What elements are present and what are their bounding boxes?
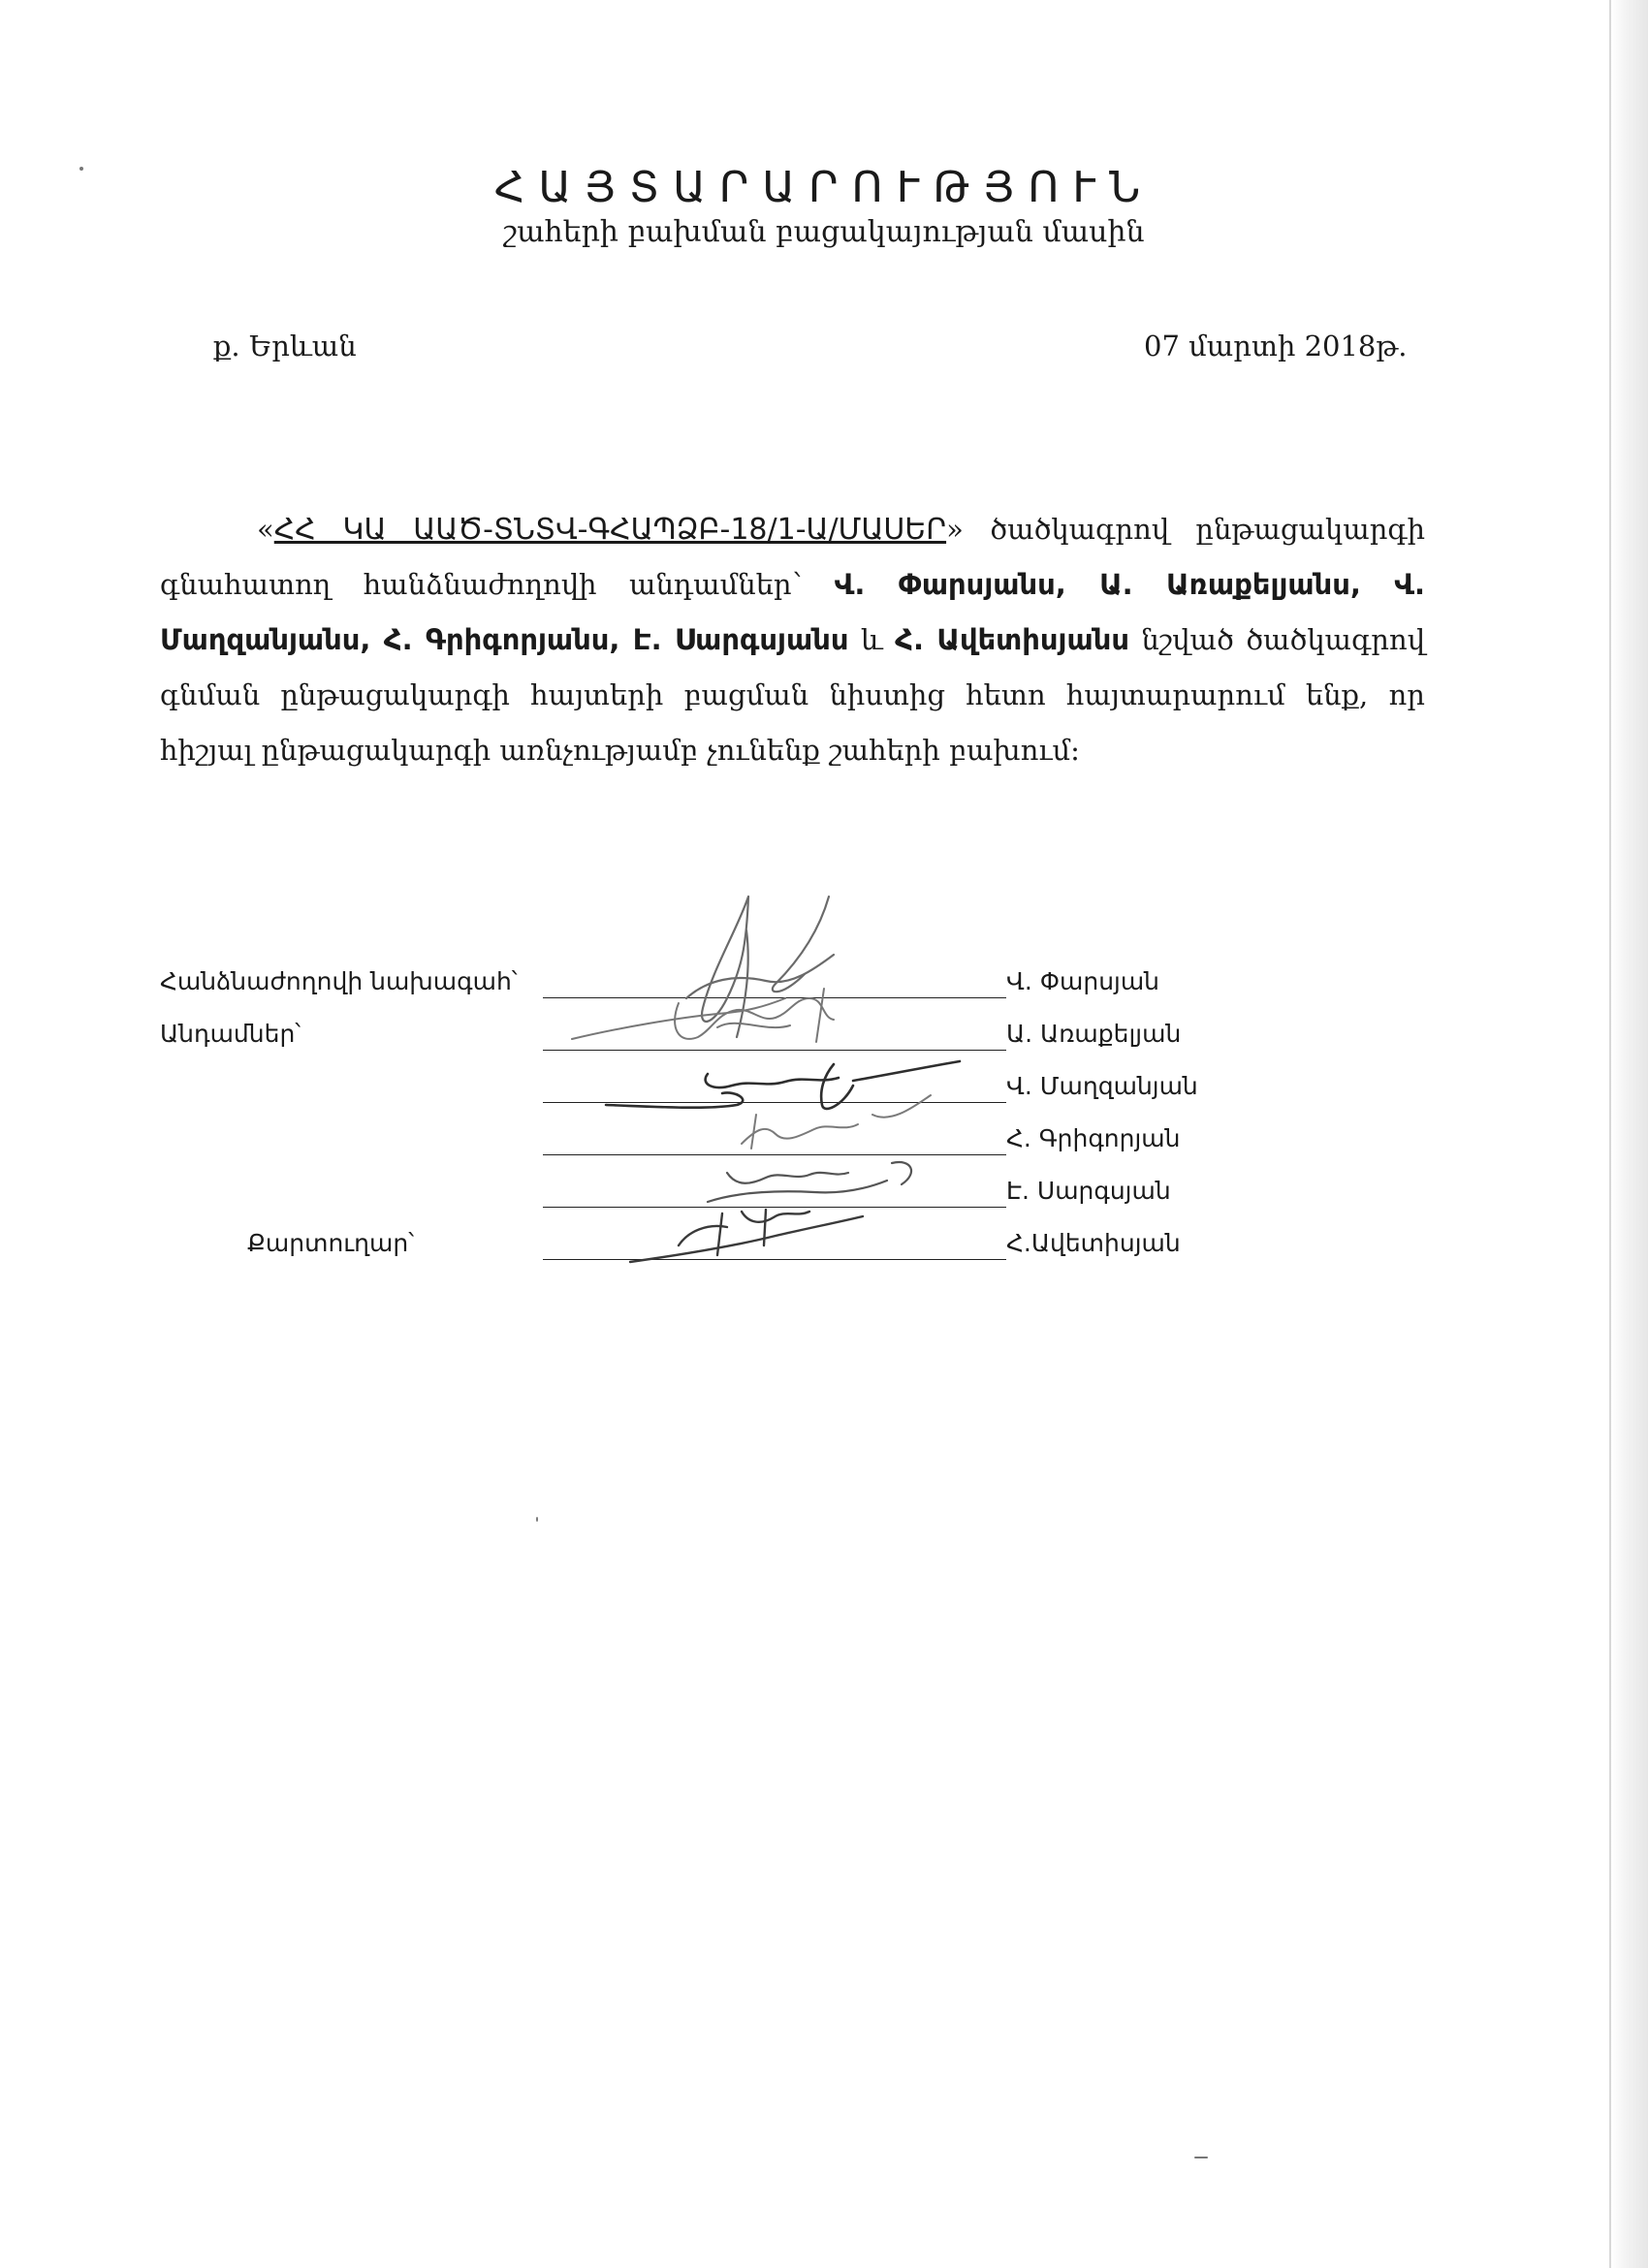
quote-open: « — [257, 513, 274, 546]
committee-member-last: Հ. Ավետիսյանս — [895, 623, 1129, 656]
signature-line — [543, 1102, 1006, 1103]
procedure-code: ՀՀ ԿԱ ԱԱԾ-ՏՆՏՎ-ԳՀԱՊՁԲ-18/1-Ա/ՄԱՍԵՐ — [273, 513, 947, 547]
signature-line — [543, 1207, 1006, 1208]
signatory-name: Վ. Փարսյան — [1006, 967, 1160, 995]
signature-line — [543, 997, 1006, 998]
signature-row — [0, 1124, 1648, 1163]
quote-close: » — [946, 513, 964, 546]
signature-row — [0, 1072, 1648, 1111]
signatory-name: Հ.Ավետիսյան — [1006, 1229, 1181, 1257]
signatory-name: Հ. Գրիգորյան — [1006, 1124, 1181, 1152]
document-title: ՀԱՅՏԱՐԱՐՈՒԹՅՈՒՆ — [493, 163, 1155, 212]
body-text-part-3: նշված ծածկագրով գնման ընթացակարգի հայտերի բացման նիստից հետո հայտարարում ենք, որ հիշյալ ընթացակարգի առնչությամբ չունենք շահերի բախում: — [160, 623, 1425, 767]
signature-role-label: Անդամներ՝ — [160, 1020, 301, 1048]
declaration-body — [160, 502, 1425, 778]
signatory-name: Ա. Առաքելյան — [1006, 1020, 1182, 1048]
signature-line — [543, 1050, 1006, 1051]
signature-line — [543, 1154, 1006, 1155]
signature-row — [0, 1229, 1648, 1268]
signature-row — [0, 1020, 1648, 1058]
signature-line — [543, 1259, 1006, 1260]
signatory-name: Վ. Մաղզանյան — [1006, 1072, 1198, 1100]
scan-speck — [536, 1517, 538, 1522]
document-city: ք. Երևան — [213, 330, 357, 362]
signature-row — [0, 1177, 1648, 1215]
document-date: 07 մարտի 2018թ. — [1144, 330, 1408, 362]
scan-speck — [1194, 2157, 1208, 2158]
body-text-part-2: և — [848, 623, 896, 656]
committee-members: Վ. Փարսյանս, Ա. Առաքելյանս, Վ. Մաղզանյանս, Հ. Գրիգորյանս, Է. Սարգսյանս — [160, 568, 1425, 656]
body-text-part-1: ծածկագրով ընթացակարգի գնահատող հանձնաժողովի անդամներ՝ — [160, 513, 1425, 601]
document-subtitle: շահերի բախման բացակայության մասին — [503, 215, 1145, 249]
signature-row — [0, 967, 1648, 1006]
signature-role-label: Քարտուղար՝ — [247, 1229, 415, 1257]
signatory-name: Է. Սարգսյան — [1006, 1177, 1171, 1205]
signature-role-label: Հանձնաժողովի նախագահ՝ — [160, 967, 518, 995]
